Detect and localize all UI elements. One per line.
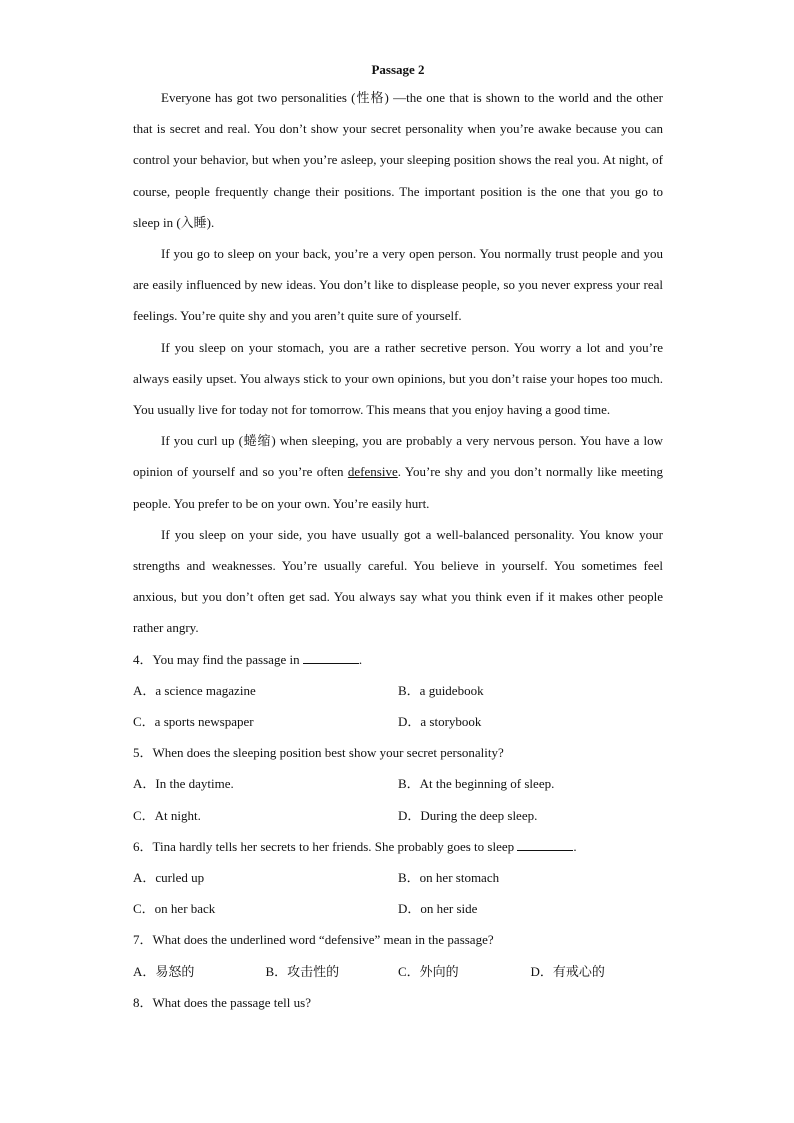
passage-title: Passage 2	[371, 62, 425, 77]
option-a[interactable]: A．In the daytime.	[133, 776, 234, 792]
question-5	[133, 737, 663, 831]
options-row	[133, 706, 663, 737]
question-stem-end: .	[358, 651, 363, 667]
options-row	[133, 675, 663, 706]
paragraph-5: If you sleep on your side, you have usually got a well-balanced personality. You know your strengths and weaknesses. You’re usually careful. You believe in yourself. You sometimes feel anxious, but you don’t often get sad. You always say what you think even if it makes other people rather angry.	[133, 526, 663, 636]
question-4	[133, 644, 663, 738]
option-c[interactable]: C．外向的	[398, 963, 459, 979]
option-d[interactable]: D．During the deep sleep.	[398, 807, 538, 823]
question-stem-text: 4．You may find the passage in	[133, 651, 303, 667]
option-b[interactable]: B．At the beginning of sleep.	[398, 776, 555, 792]
option-a[interactable]: A．易怒的	[133, 963, 195, 979]
option-b[interactable]: B．攻击性的	[265, 963, 340, 979]
question-stem-end: .	[573, 838, 577, 854]
option-b[interactable]: B．a guidebook	[398, 682, 484, 698]
paragraph-4-text-before: If you curl up (蜷缩) when sleeping, you are probably a very nervous person. You have a low opinion of yourself and so you’re often	[133, 433, 663, 480]
underlined-word: defensive	[347, 464, 398, 480]
question-6	[133, 831, 663, 925]
question-stem: 8．What does the passage tell us?	[133, 994, 311, 1010]
question-7	[133, 924, 663, 986]
question-stem	[133, 644, 663, 675]
option-d[interactable]: D．有戒心的	[530, 963, 605, 979]
paragraph-4	[133, 425, 663, 519]
option-d[interactable]: D．a storybook	[398, 714, 482, 730]
option-d[interactable]: D．on her side	[398, 901, 478, 917]
options-row	[133, 862, 663, 893]
answer-blank	[517, 838, 573, 851]
option-c[interactable]: C．on her back	[133, 901, 216, 917]
options-row	[133, 956, 663, 987]
paragraph-3: If you sleep on your stomach, you are a rather secretive person. You worry a lot and you’re always easily upset. You always stick to your own opinions, but you don’t raise your hopes too much. You usually live for today not for tomorrow. This means that you enjoy having a good time.	[133, 339, 663, 418]
paragraph-1: Everyone has got two personalities (性格) —the one that is shown to the world and the other that is secret and real. You don’t show your secret personality when you’re awake because you can control your behavior, but when you’re asleep, your sleeping position shows the real you. At night, of course, people frequently change their positions. The important position is the one that you go to sleep in (入睡).	[133, 90, 663, 230]
options-row	[133, 768, 663, 799]
option-c[interactable]: C．a sports newspaper	[133, 714, 254, 730]
paragraph-4-text-after: . You’re shy and you don’t normally like meeting people. You prefer to be on your own. You’re easily hurt.	[133, 464, 664, 511]
option-a[interactable]: A．a science magazine	[133, 682, 256, 698]
options-row	[133, 893, 663, 924]
question-stem: 7．What does the underlined word “defensive” mean in the passage?	[133, 932, 494, 948]
question-stem: 5．When does the sleeping position best show your secret personality?	[133, 745, 504, 761]
option-a[interactable]: A．curled up	[133, 870, 205, 886]
question-stem-text: 6．Tina hardly tells her secrets to her friends. She probably goes to sleep	[133, 838, 518, 854]
paragraph-2: If you go to sleep on your back, you’re a very open person. You normally trust people and you are easily influenced by new ideas. You don’t like to displease people, so you never express your real feelings. You’re quite shy and you aren’t quite sure of yourself.	[133, 246, 663, 324]
question-stem	[133, 831, 663, 862]
question-8	[133, 987, 663, 1018]
options-row	[133, 800, 663, 831]
answer-blank	[303, 651, 359, 664]
option-c[interactable]: C．At night.	[133, 807, 201, 823]
document-page	[133, 58, 663, 1018]
option-b[interactable]: B．on her stomach	[398, 870, 500, 886]
